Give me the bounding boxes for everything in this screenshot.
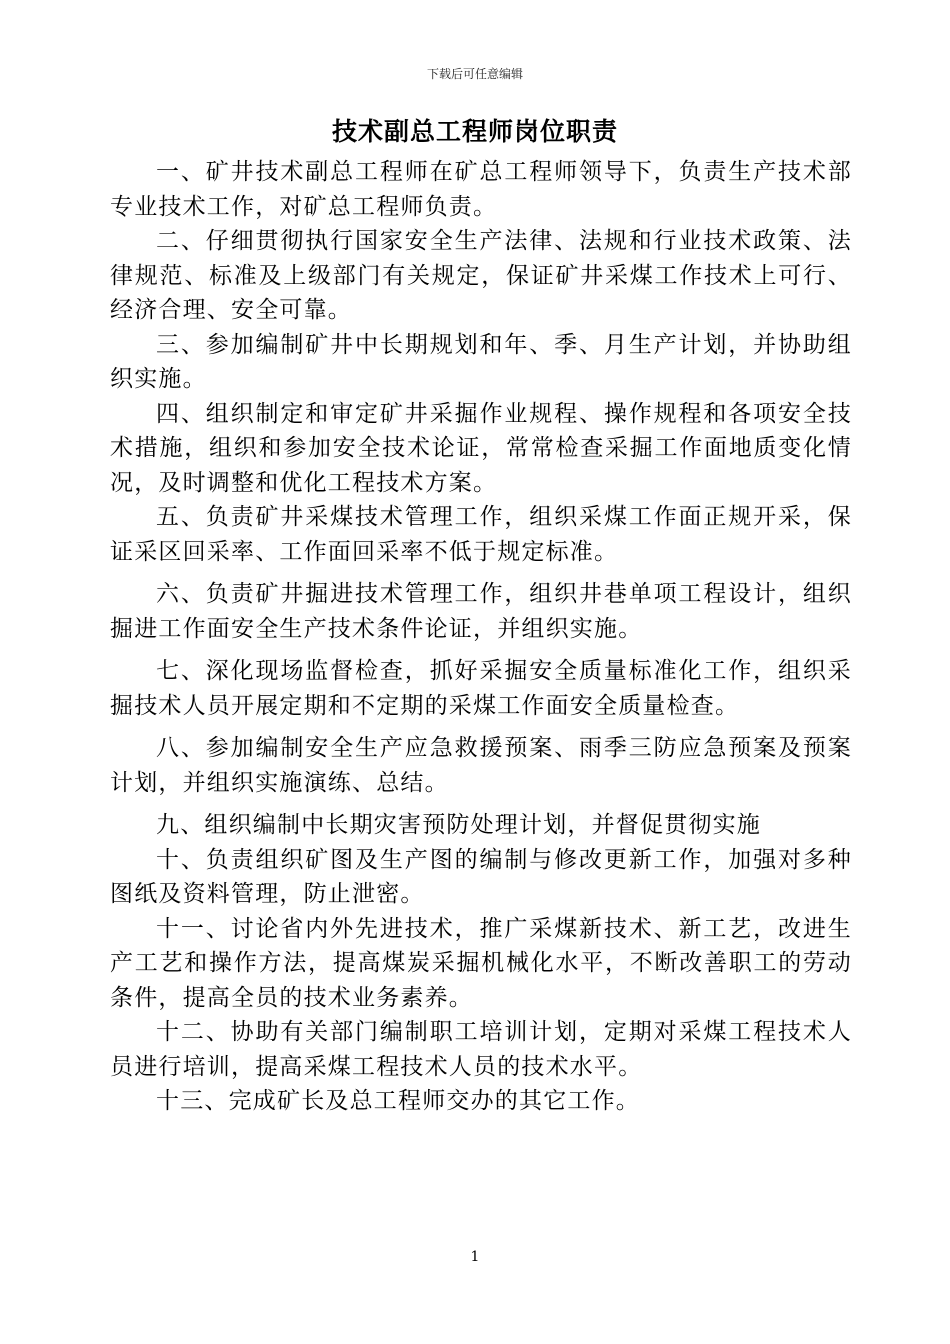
duty-paragraph-4: 四、组织制定和审定矿井采掘作业规程、操作规程和各项安全技术措施，组织和参加安全技术论证，常常检查采掘工作面地质变化情况，及时调整和优化工程技术方案。 — [110, 400, 852, 496]
duty-paragraph-11: 十一、讨论省内外先进技术，推广采煤新技术、新工艺，改进生产工艺和操作方法，提高煤炭采掘机械化水平，不断改善职工的劳动条件，提高全员的技术业务素养。 — [110, 915, 852, 1011]
duty-paragraph-3: 三、参加编制矿井中长期规划和年、季、月生产计划，并协助组织实施。 — [110, 331, 852, 392]
duty-paragraph-7: 七、深化现场监督检查，抓好采掘安全质量标准化工作，组织采掘技术人员开展定期和不定期的采煤工作面安全质量检查。 — [110, 658, 852, 719]
duty-paragraph-2: 二、仔细贯彻执行国家安全生产法律、法规和行业技术政策、法律规范、标准及上级部门有关规定，保证矿井采煤工作技术上可行、经济合理、安全可靠。 — [110, 228, 852, 323]
duty-paragraph-9: 九、组织编制中长期灾害预防处理计划，并督促贯彻实施 — [156, 812, 761, 838]
duty-paragraph-8: 八、参加编制安全生产应急救援预案、雨季三防应急预案及预案计划，并组织实施演练、总结。 — [110, 735, 852, 796]
document-title: 技术副总工程师岗位职责 — [331, 117, 618, 146]
duty-paragraph-1: 一、矿井技术副总工程师在矿总工程师领导下，负责生产技术部专业技术工作，对矿总工程师负责。 — [110, 159, 852, 220]
duty-paragraph-10: 十、负责组织矿图及生产图的编制与修改更新工作，加强对多种图纸及资料管理，防止泄密。 — [110, 846, 852, 907]
header-note: 下载后可任意编辑 — [426, 67, 523, 81]
duty-paragraph-5: 五、负责矿井采煤技术管理工作，组织采煤工作面正规开采，保证采区回采率、工作面回采率不低于规定标准。 — [110, 504, 852, 565]
duty-paragraph-13: 十三、完成矿长及总工程师交办的其它工作。 — [156, 1088, 640, 1114]
duty-paragraph-12: 十二、协助有关部门编制职工培训计划，定期对采煤工程技术人员进行培训，提高采煤工程技术人员的技术水平。 — [110, 1019, 852, 1080]
page-number: 1 — [470, 1249, 480, 1265]
document-body — [110, 155, 852, 1119]
duty-paragraph-6: 六、负责矿井掘进技术管理工作，组织井巷单项工程设计，组织掘进工作面安全生产技术条件论证，并组织实施。 — [110, 581, 852, 642]
